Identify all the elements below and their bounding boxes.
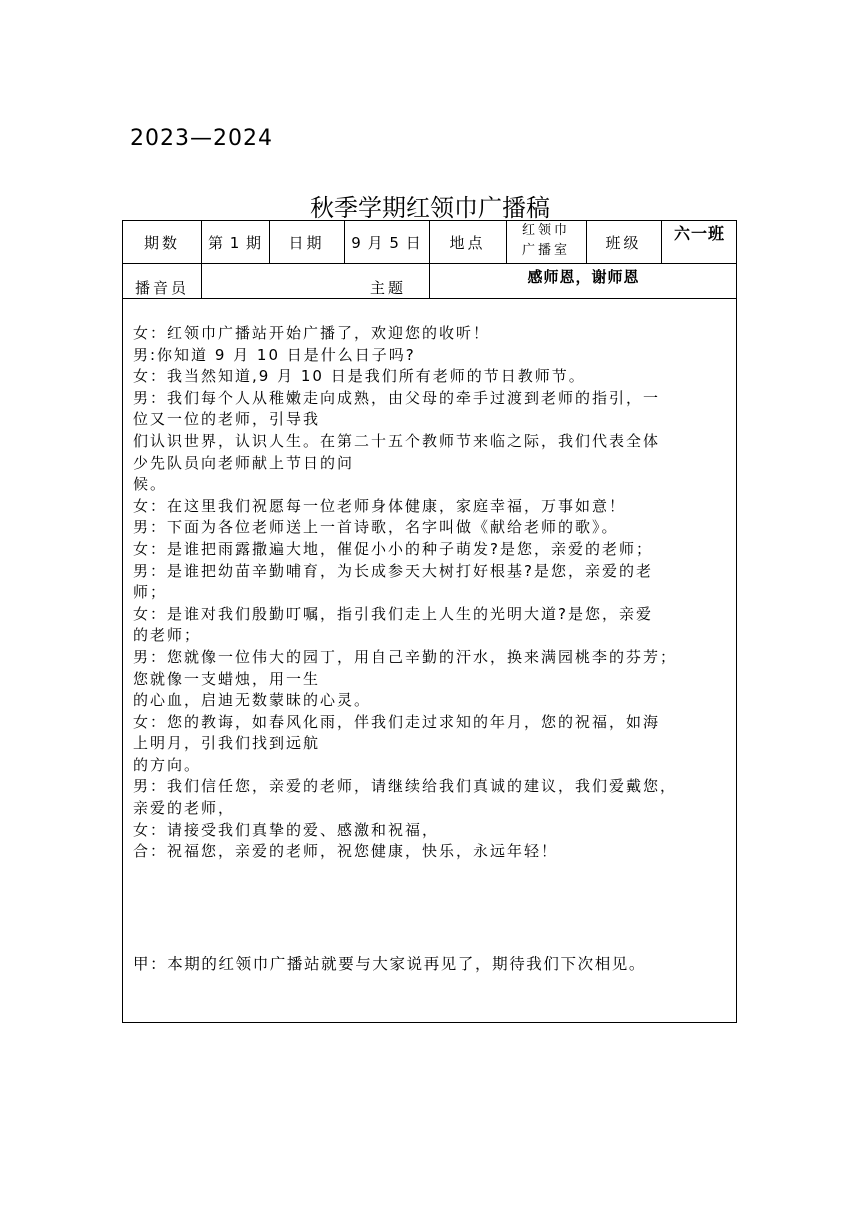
issue-label: 期数 (143, 234, 180, 252)
class-label: 班级 (605, 234, 642, 252)
script-line: 您就像一支蜡烛，用一生 (133, 669, 321, 688)
script-line: 女：您的教诲，如春风化雨，伴我们走过求知的年月，您的祝福，如海 (133, 712, 661, 731)
script-line: 亲爱的老师， (133, 799, 236, 818)
script-line: 上明月，引我们找到远航 (133, 734, 321, 753)
script-line: 师； (133, 583, 168, 602)
script-line: 男：我们每个人从稚嫩走向成熟，由父母的牵手过渡到老师的指引，一 (133, 388, 661, 407)
script-line: 女：我当然知道,9 月 10 日是我们所有老师的节日教师节。 (133, 367, 586, 386)
script-line: 的心血，启迪无数蒙昧的心灵。 (133, 691, 372, 710)
year-heading: 2023—2024 (130, 126, 273, 151)
script-line: 的方向。 (133, 755, 202, 774)
script-line: 合：祝福您，亲爱的老师，祝您健康，快乐，永远年轻！ (133, 842, 559, 861)
date-value: 9 月 5 日 (351, 234, 422, 252)
place-value-line2: 广播室 (521, 243, 570, 258)
issue-value: 第 1 期 (207, 234, 263, 252)
script-line: 男：下面为各位老师送上一首诗歌，名字叫做《献给老师的歌》。 (133, 518, 619, 537)
script-line: 男:你知道 9 月 10 日是什么日子吗? (133, 345, 416, 364)
script-line: 候。 (133, 475, 168, 494)
script-line: 男：是谁把幼苗辛勤哺育，为长成参天大树打好根基?是您，亲爱的老 (133, 561, 653, 580)
script-line: 女：请接受我们真挚的爱、感激和祝福， (133, 820, 440, 839)
script-line: 男：您就像一位伟大的园丁，用自己辛勤的汗水，换来满园桃李的芬芳； (133, 647, 678, 666)
date-label: 日期 (288, 234, 325, 252)
document-title: 秋季学期红领巾广播稿 (310, 194, 550, 222)
announcer-label: 播音员 (134, 279, 189, 297)
topic-value: 感师恩，谢师恩 (527, 268, 640, 286)
class-value: 六一班 (673, 224, 725, 243)
script-line: 们认识世界，认识人生。在第二十五个教师节来临之际，我们代表全体 (133, 431, 661, 450)
script-line: 女：在这里我们祝愿每一位老师身体健康，家庭幸福，万事如意！ (133, 496, 627, 515)
script-line: 女：红领巾广播站开始广播了，欢迎您的收听！ (133, 324, 491, 342)
script-line: 女：是谁把雨露撒遍大地，催促小小的种子萌发?是您，亲爱的老师； (133, 539, 653, 558)
topic-label: 主题 (369, 279, 406, 297)
script-line: 少先队员向老师献上节日的问 (133, 453, 355, 472)
closing-line: 甲：本期的红领巾广播站就要与大家说再见了，期待我们下次相见。 (133, 955, 647, 973)
script-body (133, 323, 730, 863)
place-label: 地点 (449, 234, 486, 252)
broadcast-table (122, 220, 737, 1023)
script-line: 男：我们信任您，亲爱的老师，请继续给我们真诚的建议，我们爱戴您， (133, 777, 678, 796)
row-divider (123, 298, 736, 299)
script-line: 位又一位的老师，引导我 (133, 410, 321, 429)
script-line: 女：是谁对我们殷勤叮嘱，指引我们走上人生的光明大道?是您，亲爱 (133, 604, 653, 623)
script-line: 的老师； (133, 626, 202, 645)
place-value-line1: 红领巾 (521, 223, 570, 238)
